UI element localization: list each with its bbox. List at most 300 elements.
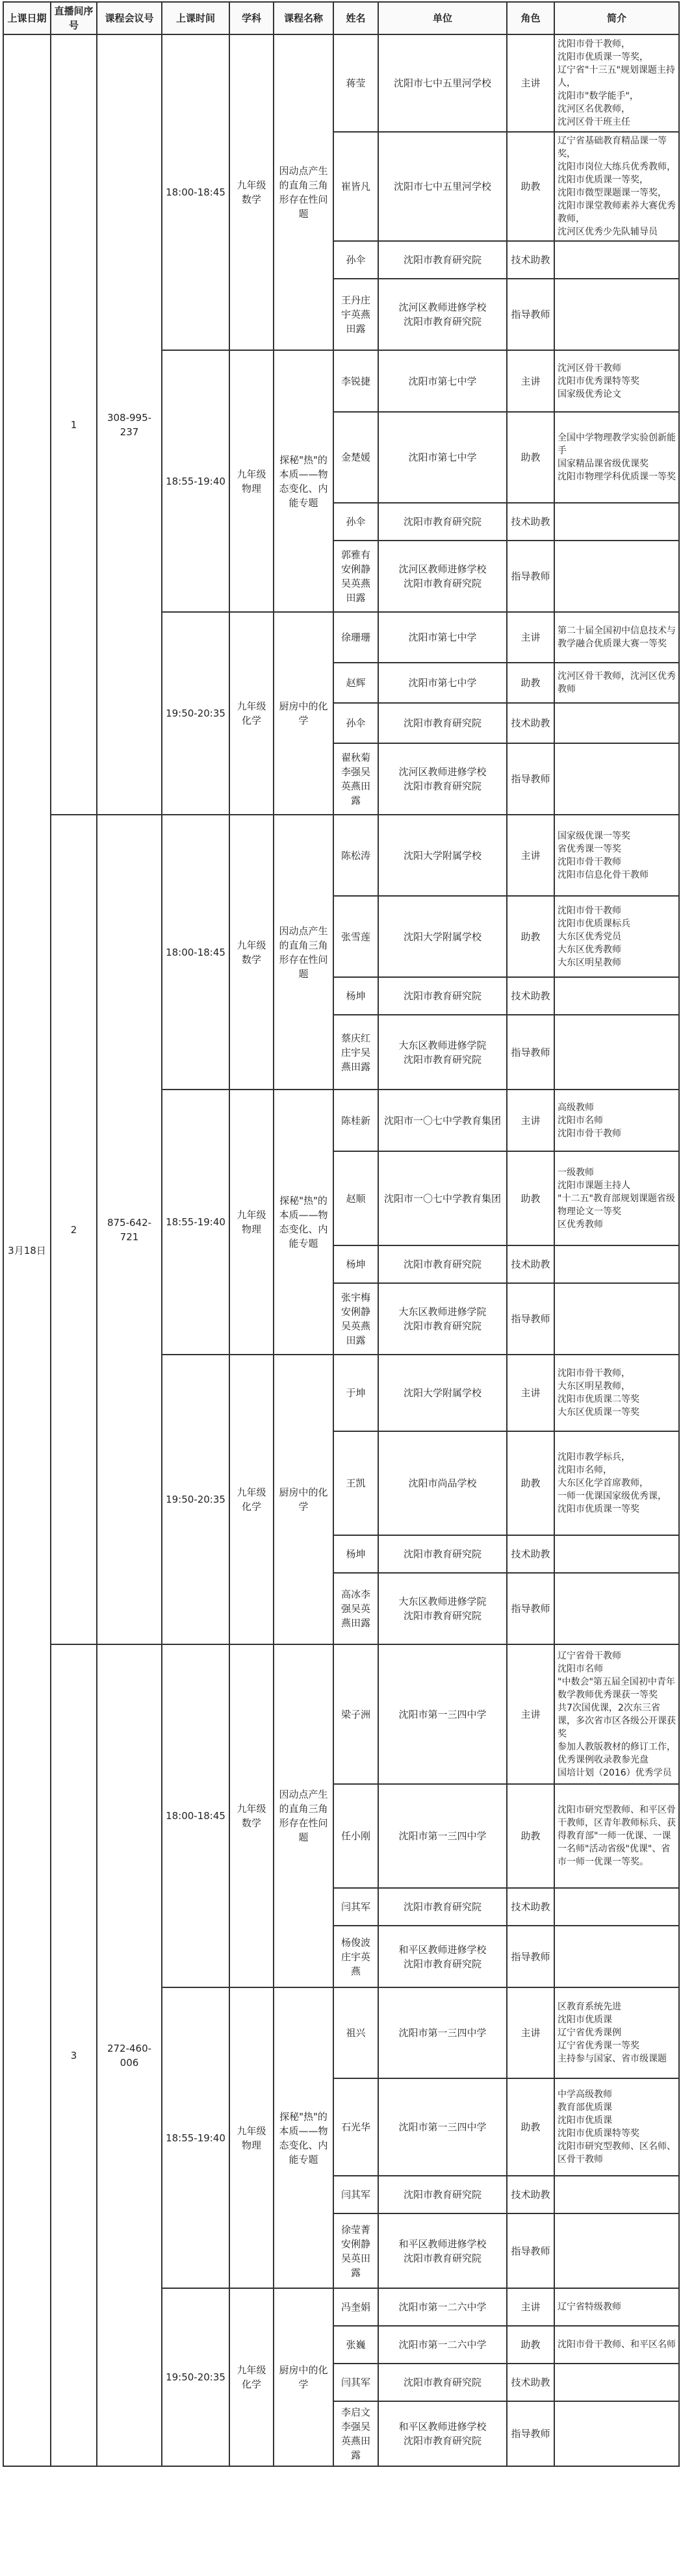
room-number-cell: 1 [51, 34, 97, 815]
unit-line: 沈阳市教育研究院 [403, 1053, 482, 1065]
name-cell: 闫其军 [333, 1888, 378, 1926]
name-cell: 闫其军 [333, 2364, 378, 2401]
bio-line: 国家级优课一等奖 [558, 830, 630, 841]
unit-cell [378, 2288, 507, 2326]
unit-line: 沈阳市教育研究院 [403, 780, 482, 792]
bio-cell [554, 2176, 679, 2213]
unit-cell [378, 1784, 507, 1888]
subject-cell: 九年级数学 [229, 34, 274, 350]
bio-line: 区教育系统先进 [558, 2002, 621, 2012]
bio-line: 省优秀课一等奖 [558, 843, 621, 854]
bio-line: 辽宁省骨干教师 [558, 1650, 621, 1661]
schedule-body [3, 34, 679, 2466]
role-cell: 助教 [507, 896, 554, 977]
unit-line: 沈阳市教育研究院 [403, 2189, 482, 2200]
bio-cell [554, 815, 679, 896]
time-cell: 19:50-20:35 [162, 612, 229, 815]
header-name: 姓名 [333, 2, 378, 34]
subject-cell: 九年级物理 [229, 350, 274, 612]
bio-line: 第二十届全国初中信息技术与教学融合优质课大赛一等奖 [558, 626, 676, 649]
bio-line: 沈阳市名师， [558, 1465, 612, 1475]
unit-cell [378, 132, 507, 241]
unit-cell [378, 2401, 507, 2466]
bio-line: "中数会"第五届全国初中青年数学教师优秀课获一等奖 [558, 1676, 675, 1700]
unit-line: 沈阳大学附属学校 [403, 930, 482, 943]
role-cell: 主讲 [507, 815, 554, 896]
bio-line: 参加人教版教材的修订工作，优秀课例收录教参光盘 [558, 1741, 676, 1765]
bio-line: 沈阳市优质课一等奖， [558, 52, 649, 62]
bio-line: 沈阳市优质课二等奖 [558, 1394, 639, 1405]
bio-line: 中学高级教师 [558, 2089, 612, 2100]
unit-cell [378, 743, 507, 815]
bio-line: 高级教师 [558, 1102, 594, 1113]
bio-line: 沈阳市微型课题课一等奖， [558, 188, 667, 198]
role-cell: 助教 [507, 2326, 554, 2364]
bio-line: 国培计划（2016）优秀学员 [558, 1767, 672, 1778]
unit-line: 沈阳市教育研究院 [403, 1901, 482, 1913]
bio-cell [554, 1355, 679, 1431]
unit-cell [378, 350, 507, 412]
bio-cell [554, 1784, 679, 1888]
bio-line: 沈阳市优质课 [558, 2115, 612, 2126]
bio-line: 国家级优秀论文 [558, 389, 621, 400]
unit-cell [378, 1090, 507, 1151]
bio-line: 沈阳市优质课一等奖， [558, 175, 649, 185]
role-cell: 技术助教 [507, 977, 554, 1015]
date-cell: 3月18日 [3, 34, 51, 2466]
bio-cell [554, 743, 679, 815]
meeting-code-cell: 308-995-237 [97, 34, 162, 815]
header-course: 课程名称 [274, 2, 333, 34]
bio-line: 沈阳市优秀课特等奖 [558, 376, 639, 387]
bio-cell [554, 1926, 679, 1987]
role-cell: 技术助教 [507, 2176, 554, 2213]
unit-cell [378, 1283, 507, 1355]
unit-line: 沈河区教师进修学校 [398, 563, 487, 575]
bio-cell [554, 1987, 679, 2078]
bio-cell [554, 612, 679, 663]
role-cell: 助教 [507, 1431, 554, 1535]
bio-line: 沈阳市骨干教师， [558, 39, 630, 49]
unit-line: 和平区教师进修学校 [398, 1943, 487, 1956]
name-cell: 杨坤 [333, 1535, 378, 1573]
table-row [3, 1644, 679, 1784]
name-cell: 杨坤 [333, 977, 378, 1015]
unit-line: 沈阳市教育研究院 [403, 1958, 482, 1970]
bio-cell [554, 132, 679, 241]
name-cell: 张雪莲 [333, 896, 378, 977]
bio-line: 一师一优课国家级优秀课， [558, 1491, 667, 1501]
unit-line: 大东区教师进修学院 [398, 1306, 487, 1318]
name-cell: 任小刚 [333, 1784, 378, 1888]
unit-line: 沈阳市教育研究院 [403, 2252, 482, 2264]
bio-cell [554, 279, 679, 350]
unit-cell [378, 34, 507, 132]
unit-cell [378, 412, 507, 503]
bio-line: 沈阳市优质课一等奖 [558, 1504, 639, 1514]
course-cell: 因动点产生的直角三角形存在性问题 [274, 34, 333, 350]
unit-cell [378, 2213, 507, 2288]
name-cell: 孙伞 [333, 503, 378, 541]
name-cell: 金楚媛 [333, 412, 378, 503]
bio-cell [554, 2326, 679, 2364]
name-cell: 王凯 [333, 1431, 378, 1535]
unit-cell [378, 1431, 507, 1535]
unit-line: 沈阳市教育研究院 [403, 990, 482, 1002]
subject-cell: 九年级数学 [229, 1644, 274, 1987]
bio-line: 辽宁省基础教育精品课一等奖， [558, 136, 667, 159]
role-cell: 助教 [507, 663, 554, 703]
unit-cell [378, 241, 507, 279]
name-cell: 蒋莹 [333, 34, 378, 132]
unit-line: 沈阳市第一三四中学 [398, 1830, 487, 1842]
bio-line: 辽宁省优秀课一等奖 [558, 2041, 639, 2051]
unit-line: 大东区教师进修学院 [398, 1039, 487, 1051]
unit-cell [378, 1355, 507, 1431]
bio-line: 沈河区骨干教师，沈河区优秀教师 [558, 671, 676, 695]
meeting-code-cell: 272-460-006 [97, 1644, 162, 2466]
unit-line: 沈阳市第一二六中学 [398, 2301, 487, 2313]
bio-cell [554, 2364, 679, 2401]
bio-cell [554, 241, 679, 279]
unit-cell [378, 1888, 507, 1926]
unit-cell [378, 279, 507, 350]
unit-cell [378, 977, 507, 1015]
unit-line: 沈阳市尚品学校 [408, 1477, 477, 1489]
unit-cell [378, 663, 507, 703]
name-cell: 赵顺 [333, 1151, 378, 1245]
unit-cell [378, 1015, 507, 1090]
bio-cell [554, 350, 679, 412]
bio-line: 大东区优秀教师 [558, 944, 621, 955]
bio-line: 沈河区骨干教师 [558, 363, 621, 374]
unit-line: 沈阳市一〇七中学教育集团 [383, 1192, 501, 1205]
bio-line: 沈阳市骨干教师 [558, 1128, 621, 1139]
bio-line: 沈河区骨干班主任 [558, 117, 630, 127]
bio-line: 区优秀教师 [558, 1219, 603, 1230]
unit-cell [378, 1535, 507, 1573]
bio-cell [554, 1151, 679, 1245]
bio-line: 沈阳市优质课特等奖 [558, 2128, 639, 2139]
unit-line: 和平区教师进修学校 [398, 2238, 487, 2250]
unit-line: 沈阳市教育研究院 [403, 316, 482, 327]
unit-line: 沈阳市教育研究院 [403, 717, 482, 729]
bio-cell [554, 663, 679, 703]
role-cell: 主讲 [507, 1355, 554, 1431]
bio-line: 沈阳市骨干教师 [558, 856, 621, 867]
bio-line: 大东区明星教师 [558, 957, 621, 968]
bio-line: 大东区优秀党员 [558, 931, 621, 942]
bio-line: 共7次国优课，2次东三省课，多次省市区各级公开课获奖 [558, 1702, 676, 1739]
unit-cell [378, 703, 507, 743]
unit-cell [378, 2176, 507, 2213]
unit-cell [378, 2078, 507, 2176]
unit-line: 沈阳市教育研究院 [403, 254, 482, 266]
unit-cell [378, 2326, 507, 2364]
name-cell: 冯奎娟 [333, 2288, 378, 2326]
bio-line: 沈阳市优质课 [558, 2015, 612, 2025]
unit-cell [378, 612, 507, 663]
unit-line: 沈阳市教育研究院 [403, 2435, 482, 2447]
unit-line: 沈阳市七中五里河学校 [393, 181, 491, 192]
table-row [3, 34, 679, 132]
name-cell: 陈桂新 [333, 1090, 378, 1151]
subject-cell: 九年级数学 [229, 815, 274, 1090]
name-cell: 孙伞 [333, 703, 378, 743]
unit-cell [378, 1151, 507, 1245]
bio-cell [554, 2213, 679, 2288]
bio-line: 辽宁省优秀课例 [558, 2028, 621, 2038]
header-role: 角色 [507, 2, 554, 34]
bio-cell [554, 1535, 679, 1573]
role-cell: 助教 [507, 1784, 554, 1888]
name-cell: 赵辉 [333, 663, 378, 703]
time-cell: 18:00-18:45 [162, 815, 229, 1090]
name-cell: 祖兴 [333, 1987, 378, 2078]
unit-line: 沈阳市教育研究院 [403, 1548, 482, 1560]
name-cell: 杨俊波庄宇英燕 [333, 1926, 378, 1987]
bio-cell [554, 1888, 679, 1926]
unit-line: 沈阳市第一二六中学 [398, 2339, 487, 2351]
bio-line: 辽宁省特级教师 [558, 2302, 621, 2312]
name-cell: 王丹庄宇英燕田露 [333, 279, 378, 350]
schedule-table [3, 1, 680, 2467]
bio-cell [554, 2401, 679, 2466]
name-cell: 李启文李强吴英燕田露 [333, 2401, 378, 2466]
unit-cell [378, 1987, 507, 2078]
name-cell: 闫其军 [333, 2176, 378, 2213]
name-cell: 徐珊珊 [333, 612, 378, 663]
role-cell: 助教 [507, 1151, 554, 1245]
name-cell: 高冰李强吴英燕田露 [333, 1573, 378, 1644]
time-cell: 18:55-19:40 [162, 350, 229, 612]
role-cell: 主讲 [507, 612, 554, 663]
header-date: 上课日期 [3, 2, 51, 34]
header-room: 直播间序号 [51, 2, 97, 34]
room-number-cell: 3 [51, 1644, 97, 2466]
unit-line: 沈阳市第七中学 [408, 631, 477, 643]
time-cell: 19:50-20:35 [162, 2288, 229, 2466]
bio-line: 沈阳市研究型教师、区名师、区骨干教师 [558, 2141, 676, 2165]
unit-line: 沈阳市第一三四中学 [398, 1708, 487, 1720]
course-cell: 厨房中的化学 [274, 2288, 333, 2466]
header-meeting-code: 课程会议号 [97, 2, 162, 34]
role-cell: 主讲 [507, 1090, 554, 1151]
name-cell: 徐莹菁安俐静吴英田露 [333, 2213, 378, 2288]
bio-line: 沈阳市信息化骨干教师 [558, 869, 649, 880]
bio-cell [554, 1644, 679, 1784]
bio-line: 大东区优质课一等奖 [558, 1407, 639, 1418]
time-cell: 18:00-18:45 [162, 34, 229, 350]
role-cell: 指导教师 [507, 743, 554, 815]
bio-line: 沈阳市课堂教师素养大赛优秀教师， [558, 201, 676, 224]
bio-cell [554, 503, 679, 541]
name-cell: 杨坤 [333, 1245, 378, 1283]
bio-line: 大东区明星教师， [558, 1381, 630, 1392]
unit-line: 沈河区教师进修学校 [398, 301, 487, 313]
unit-line: 沈阳市一〇七中学教育集团 [383, 1114, 501, 1127]
role-cell: 指导教师 [507, 2213, 554, 2288]
name-cell: 蔡庆红庄宇吴燕田露 [333, 1015, 378, 1090]
unit-cell [378, 1926, 507, 1987]
unit-cell [378, 541, 507, 612]
bio-cell [554, 2078, 679, 2176]
role-cell: 技术助教 [507, 1888, 554, 1926]
role-cell: 主讲 [507, 350, 554, 412]
course-cell: 探秘"热"的本质——物态变化、内能专题 [274, 350, 333, 612]
unit-line: 沈阳市教育研究院 [403, 1320, 482, 1332]
course-cell: 探秘"热"的本质——物态变化、内能专题 [274, 1987, 333, 2288]
bio-cell [554, 34, 679, 132]
meeting-code-cell: 875-642-721 [97, 815, 162, 1644]
unit-line: 和平区教师进修学校 [398, 2421, 487, 2432]
unit-line: 沈阳市七中五里河学校 [393, 77, 491, 89]
unit-line: 沈阳市教育研究院 [403, 1258, 482, 1270]
unit-line: 沈阳市教育研究院 [403, 578, 482, 589]
bio-line: 辽宁省"十三五"规划课题主持人， [558, 65, 675, 88]
bio-line: 大东区化学首席教师， [558, 1478, 649, 1488]
bio-cell [554, 1015, 679, 1090]
subject-cell: 九年级化学 [229, 2288, 274, 2466]
unit-line: 沈阳大学附属学校 [403, 1387, 482, 1399]
name-cell: 崔皆凡 [333, 132, 378, 241]
unit-line: 沈阳市第一三四中学 [398, 2027, 487, 2039]
bio-cell [554, 1431, 679, 1535]
name-cell: 孙伞 [333, 241, 378, 279]
unit-cell [378, 896, 507, 977]
role-cell: 助教 [507, 412, 554, 503]
bio-cell [554, 1573, 679, 1644]
header-unit: 单位 [378, 2, 507, 34]
time-cell: 18:00-18:45 [162, 1644, 229, 1987]
room-number-cell: 2 [51, 815, 97, 1644]
bio-cell [554, 541, 679, 612]
unit-line: 沈阳大学附属学校 [403, 849, 482, 861]
unit-line: 沈阳市第七中学 [408, 677, 477, 689]
role-cell: 助教 [507, 2078, 554, 2176]
bio-line: 沈阳市研究型教师、和平区骨干教师，区青年教师标兵、获得教育部"一师一优课、一课一名师"活动省级"优课"、省市一师一优课一等奖。 [558, 1805, 676, 1867]
unit-cell [378, 503, 507, 541]
bio-line: 沈阳市岗位大练兵优秀教师， [558, 162, 676, 172]
unit-line: 沈河区教师进修学校 [398, 766, 487, 778]
time-cell: 19:50-20:35 [162, 1355, 229, 1644]
bio-line: 沈阳市骨干教师 [558, 905, 621, 916]
name-cell: 郭雅有安俐静吴英燕田露 [333, 541, 378, 612]
course-cell: 探秘"热"的本质——物态变化、内能专题 [274, 1090, 333, 1355]
bio-line: 沈河区优秀少先队辅导员 [558, 227, 658, 237]
course-cell: 因动点产生的直角三角形存在性问题 [274, 1644, 333, 1987]
bio-line: 一级教师 [558, 1167, 594, 1178]
bio-line: 教育部优质课 [558, 2102, 612, 2113]
header-row [3, 2, 679, 34]
unit-cell [378, 1573, 507, 1644]
time-cell: 18:55-19:40 [162, 1987, 229, 2288]
role-cell: 指导教师 [507, 279, 554, 350]
bio-cell [554, 412, 679, 503]
header-subject: 学科 [229, 2, 274, 34]
unit-cell [378, 1644, 507, 1784]
role-cell: 指导教师 [507, 1015, 554, 1090]
name-cell: 陈松涛 [333, 815, 378, 896]
bio-cell [554, 1283, 679, 1355]
course-cell: 厨房中的化学 [274, 1355, 333, 1644]
bio-line: 沈阳市名师 [558, 1115, 603, 1126]
bio-cell [554, 977, 679, 1015]
unit-line: 沈阳市教育研究院 [403, 2377, 482, 2388]
header-bio: 简介 [554, 2, 679, 34]
name-cell: 于坤 [333, 1355, 378, 1431]
name-cell: 张宇梅安俐静吴英燕田露 [333, 1283, 378, 1355]
role-cell: 主讲 [507, 34, 554, 132]
role-cell: 主讲 [507, 1644, 554, 1784]
bio-line: 国家精品课省级优课奖 [558, 459, 649, 469]
unit-line: 沈阳市第七中学 [408, 375, 477, 387]
bio-cell [554, 1090, 679, 1151]
role-cell: 技术助教 [507, 241, 554, 279]
unit-line: 沈阳市第七中学 [408, 452, 477, 463]
bio-line: 沈阳市骨干教师， [558, 1368, 630, 1379]
bio-cell [554, 896, 679, 977]
bio-cell [554, 2288, 679, 2326]
bio-cell [554, 1245, 679, 1283]
unit-cell [378, 1245, 507, 1283]
table-row [3, 815, 679, 896]
role-cell: 技术助教 [507, 2364, 554, 2401]
bio-line: "十二五"教育部规划课题省级物理论文一等奖 [558, 1193, 675, 1217]
bio-line: 沈阳市课题主持人 [558, 1180, 630, 1191]
bio-line: 沈河区名优教师， [558, 104, 630, 114]
time-cell: 18:55-19:40 [162, 1090, 229, 1355]
role-cell: 指导教师 [507, 2401, 554, 2466]
unit-cell [378, 815, 507, 896]
name-cell: 翟秋菊李强吴英燕田露 [333, 743, 378, 815]
subject-cell: 九年级物理 [229, 1987, 274, 2288]
role-cell: 技术助教 [507, 703, 554, 743]
role-cell: 主讲 [507, 2288, 554, 2326]
course-cell: 因动点产生的直角三角形存在性问题 [274, 815, 333, 1090]
unit-line: 大东区教师进修学院 [398, 1596, 487, 1607]
role-cell: 助教 [507, 132, 554, 241]
bio-line: 沈阳市优质课标兵 [558, 918, 630, 929]
role-cell: 指导教师 [507, 1926, 554, 1987]
subject-cell: 九年级化学 [229, 612, 274, 815]
bio-line: 沈阳市骨干教师、和平区名师 [558, 2340, 676, 2350]
bio-line: 沈阳市教学标兵， [558, 1452, 630, 1462]
role-cell: 指导教师 [507, 541, 554, 612]
role-cell: 主讲 [507, 1987, 554, 2078]
role-cell: 技术助教 [507, 1245, 554, 1283]
bio-line: 全国中学物理教学实验创新能手 [558, 433, 676, 456]
role-cell: 技术助教 [507, 503, 554, 541]
unit-cell [378, 2364, 507, 2401]
subject-cell: 九年级化学 [229, 1355, 274, 1644]
header-time: 上课时间 [162, 2, 229, 34]
name-cell: 梁子洲 [333, 1644, 378, 1784]
unit-line: 沈阳市教育研究院 [403, 516, 482, 528]
name-cell: 李锐捷 [333, 350, 378, 412]
name-cell: 石光华 [333, 2078, 378, 2176]
bio-line: 沈阳市名师 [558, 1663, 603, 1674]
role-cell: 指导教师 [507, 1283, 554, 1355]
bio-line: 主持参与国家、省市级课题 [558, 2054, 667, 2064]
bio-line: 沈阳市物理学科优质课一等奖 [558, 472, 676, 482]
unit-line: 沈阳市教育研究院 [403, 1610, 482, 1622]
name-cell: 张巍 [333, 2326, 378, 2364]
subject-cell: 九年级物理 [229, 1090, 274, 1355]
role-cell: 指导教师 [507, 1573, 554, 1644]
bio-cell [554, 703, 679, 743]
course-cell: 厨房中的化学 [274, 612, 333, 815]
